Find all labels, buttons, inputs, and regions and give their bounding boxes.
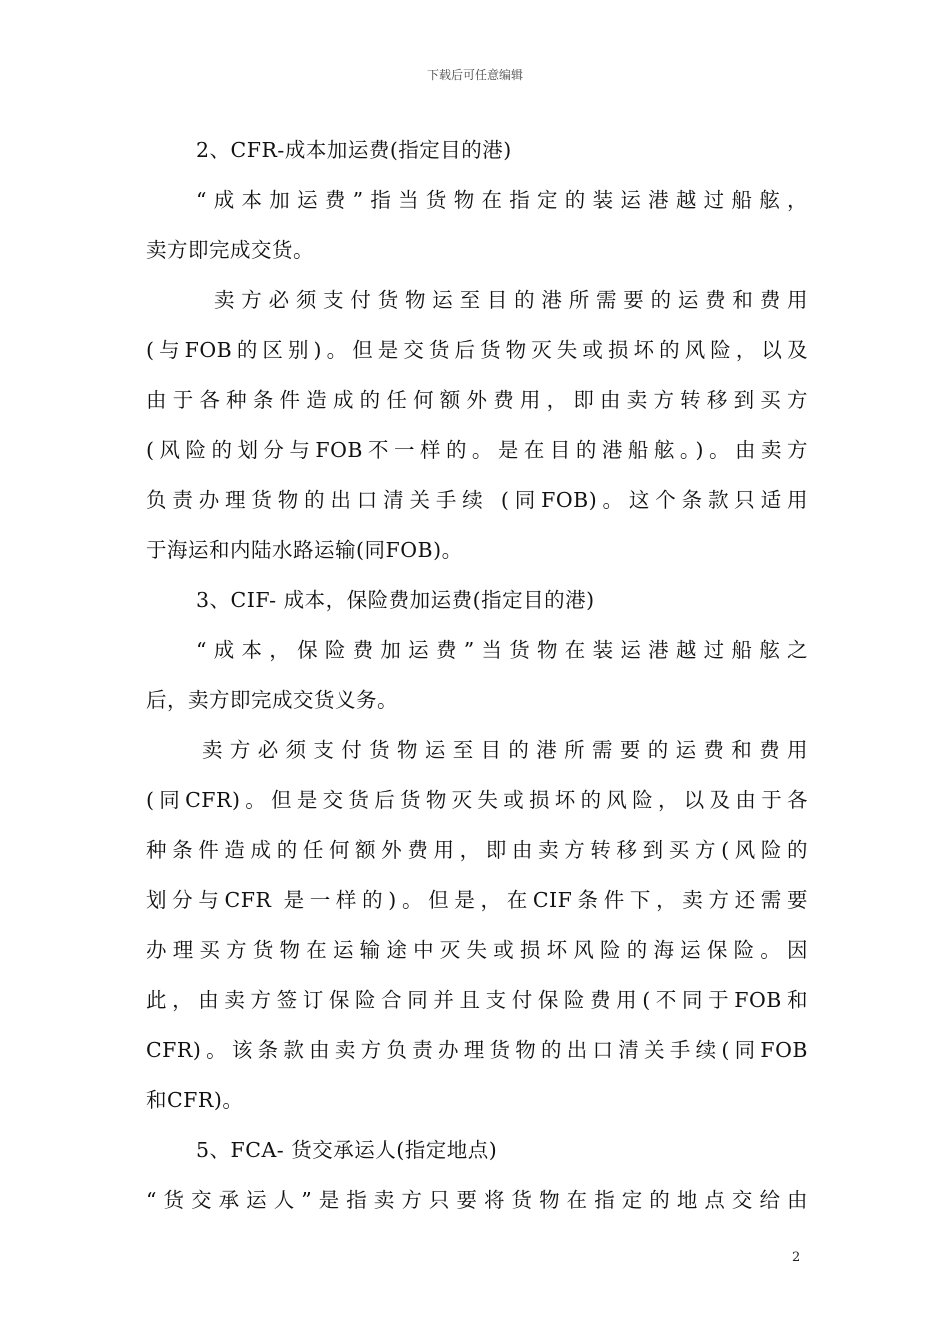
paragraph-line: CFR)。该条款由卖方负责办理货物的出口清关手续(同FOB: [146, 1038, 808, 1062]
paragraph-line: 和CFR)。: [146, 1088, 244, 1112]
paragraph-line: “货交承运人”是指卖方只要将货物在指定的地点交给由: [146, 1188, 808, 1212]
paragraph-line: “成本，保险费加运费”当货物在装运港越过船舷之: [196, 638, 808, 662]
section-heading-cif: 3、CIF- 成本，保险费加运费(指定目的港): [196, 588, 595, 612]
paragraph-line: 卖方即完成交货。: [146, 238, 314, 262]
paragraph-line: 办理买方货物在运输途中灭失或损坏风险的海运保险。因: [146, 938, 808, 962]
paragraph-line: (与FOB的区别)。但是交货后货物灭失或损坏的风险，以及: [146, 338, 808, 362]
section-heading-fca: 5、FCA- 货交承运人(指定地点): [196, 1138, 498, 1162]
paragraph-line: 划分与CFR 是一样的)。但是，在CIF条件下，卖方还需要: [146, 888, 808, 912]
paragraph-line: 后，卖方即完成交货义务。: [146, 688, 398, 712]
paragraph-line: (同CFR)。但是交货后货物灭失或损坏的风险，以及由于各: [146, 788, 808, 812]
paragraph-line: 卖方必须支付货物运至目的港所需要的运费和费用: [214, 288, 808, 312]
paragraph-line: 于海运和内陆水路运输(同FOB)。: [146, 538, 463, 562]
paragraph-line: (风险的划分与FOB不一样的。是在目的港船舷。)。由卖方: [146, 438, 808, 462]
paragraph-line: “成本加运费”指当货物在指定的装运港越过船舷，: [196, 188, 808, 212]
section-heading-cfr: 2、CFR-成本加运费(指定目的港): [196, 138, 512, 162]
paragraph-line: 种条件造成的任何额外费用，即由卖方转移到买方(风险的: [146, 838, 808, 862]
page-number: 2: [792, 1250, 801, 1265]
paragraph-line: 卖方必须支付货物运至目的港所需要的运费和费用: [202, 738, 808, 762]
paragraph-line: 此，由卖方签订保险合同并且支付保险费用(不同于FOB和: [146, 988, 808, 1012]
paragraph-line: 由于各种条件造成的任何额外费用，即由卖方转移到买方: [146, 388, 808, 412]
paragraph-line: 负责办理货物的出口清关手续 (同FOB)。这个条款只适用: [146, 488, 808, 512]
page-header: 下载后可任意编辑: [426, 68, 523, 82]
